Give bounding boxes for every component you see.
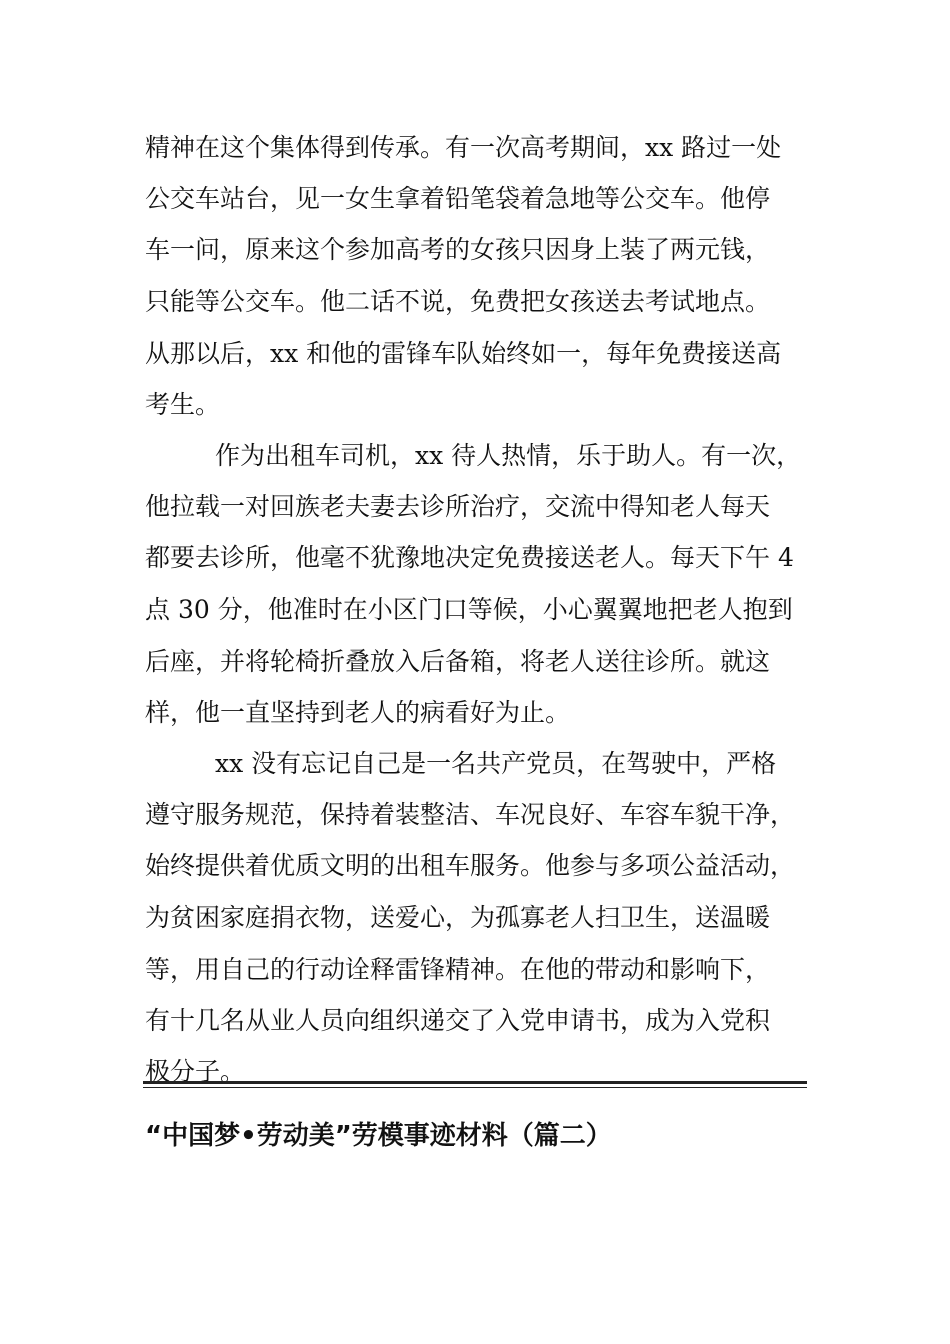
text-line: 极分子。 bbox=[145, 1057, 246, 1086]
text-line: 遵守服务规范，保持着装整洁、车况良好、车容车貌干净， bbox=[145, 800, 796, 829]
text-line: 考生。 bbox=[145, 390, 221, 419]
text-line: 只能等公交车。他二话不说，免费把女孩送去考试地点。 bbox=[145, 287, 771, 316]
section-divider-thin bbox=[143, 1087, 807, 1088]
text-line: 后座，并将轮椅折叠放入后备箱，将老人送往诊所。就这 bbox=[145, 647, 771, 676]
text-line: 都要去诊所，他毫不犹豫地决定免费接送老人。每天下午 4 bbox=[145, 543, 794, 572]
section-heading: “中国梦•劳动美”劳模事迹材料（篇二） bbox=[145, 1121, 612, 1151]
text-line: 他拉载一对回族老夫妻去诊所治疗，交流中得知老人每天 bbox=[145, 492, 771, 521]
text-line: 等，用自己的行动诠释雷锋精神。在他的带动和影响下， bbox=[145, 955, 771, 984]
text-line: 点 30 分，他准时在小区门口等候，小心翼翼地把老人抱到 bbox=[145, 595, 793, 624]
text-line: 有十几名从业人员向组织递交了入党申请书，成为入党积 bbox=[145, 1006, 771, 1035]
text-line: 为贫困家庭捐衣物，送爱心，为孤寡老人扫卫生，送温暖 bbox=[145, 903, 771, 932]
text-line: 精神在这个集体得到传承。有一次高考期间，xx 路过一处 bbox=[145, 133, 782, 162]
text-line: 始终提供着优质文明的出租车服务。他参与多项公益活动， bbox=[145, 851, 796, 880]
text-line: 公交车站台，见一女生拿着铅笔袋着急地等公交车。他停 bbox=[145, 184, 771, 213]
text-line: 从那以后，xx 和他的雷锋车队始终如一，每年免费接送高 bbox=[145, 339, 782, 368]
section-divider-thick bbox=[143, 1081, 807, 1084]
text-line: 样，他一直坚持到老人的病看好为止。 bbox=[145, 698, 571, 727]
text-line: 作为出租车司机，xx 待人热情，乐于助人。有一次， bbox=[215, 441, 802, 470]
text-line: 车一问，原来这个参加高考的女孩只因身上装了两元钱， bbox=[145, 235, 771, 264]
text-line: xx 没有忘记自己是一名共产党员，在驾驶中，严格 bbox=[215, 749, 777, 778]
